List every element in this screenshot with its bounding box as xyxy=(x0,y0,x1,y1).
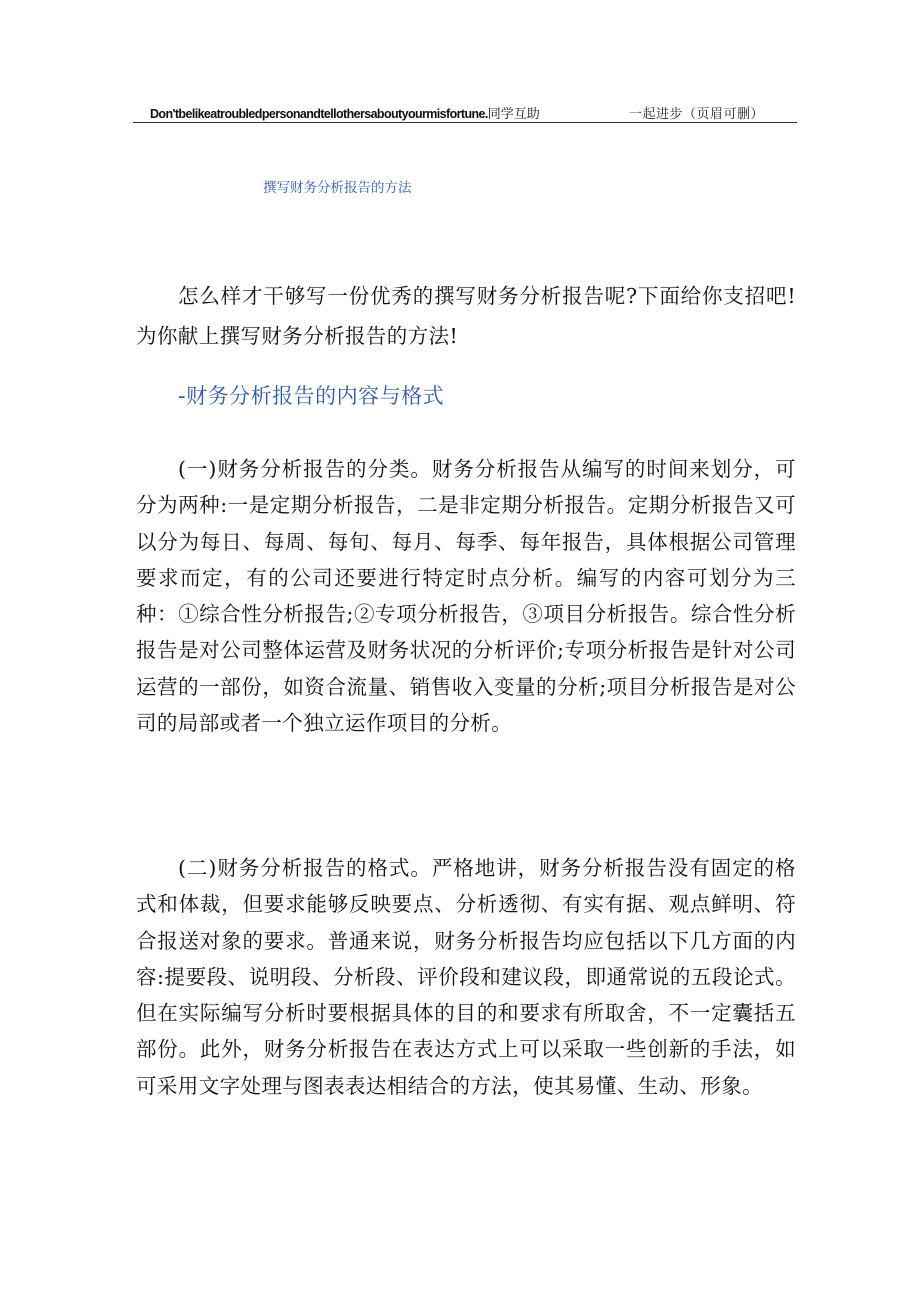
header-motto-cn: 同学互助 xyxy=(487,107,540,122)
paragraph-format: (二)财务分析报告的格式。严格地讲，财务分析报告没有固定的格式和体裁，但要求能够反映要点、分析透彻、有实有据、观点鲜明、符合报送对象的要求。普通来说，财务分析报告均应包括以下几方面的内容:提要段、说明段、分析段、评价段和建议段，即通常说的五段论式。但在实际编写分析时要根据具体的目的和要求有所取舍，不一定囊括五部份。此外，财务分析报告在表达方式上可以采取一些创新的手法，如可采用文字处理与图表表达相结合的方法，使其易懂、生动、形象。 xyxy=(136,856,796,1098)
header-note: 一起进步（页眉可删） xyxy=(629,107,765,122)
intro-paragraph: 怎么样才干够写一份优秀的撰写财务分析报告呢?下面给你支招吧!为你献上撰写财务分析报告的方法! xyxy=(136,284,796,348)
section-heading: -财务分析报告的内容与格式 xyxy=(178,384,445,408)
document-title: 撰写财务分析报告的方法 xyxy=(263,180,412,196)
header-motto-en: Don'tbelikeatroubledpersonandtellothersaboutyourmisfortune. xyxy=(150,107,488,121)
header-motto xyxy=(150,103,540,122)
paragraph-classification: (一)财务分析报告的分类。财务分析报告从编写的时间来划分，可分为两种:一是定期分析报告，二是非定期分析报告。定期分析报告又可以分为每日、每周、每旬、每月、每季、每年报告，具体根据公司管理要求而定，有的公司还要进行特定时点分析。编写的内容可划分为三种：①综合性分析报告;②专项分析报告，③项目分析报告。综合性分析报告是对公司整体运营及财务状况的分析评价;专项分析报告是针对公司运营的一部份，如资合流量、销售收入变量的分析;项目分析报告是对公司的局部或者一个独立运作项目的分析。 xyxy=(136,457,796,736)
page-header xyxy=(133,100,797,123)
